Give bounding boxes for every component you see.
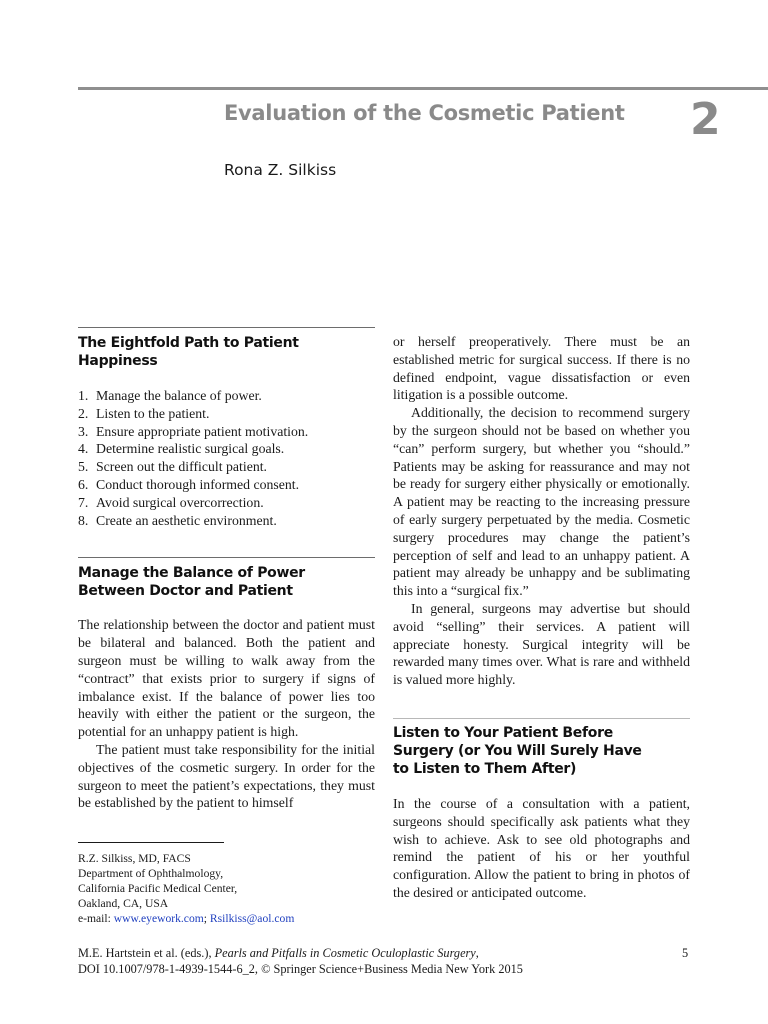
section-rule <box>78 327 375 328</box>
eightfold-path-list <box>78 387 375 529</box>
list-item: 3. Ensure appropriate patient motivation. <box>78 423 309 439</box>
list-item: 1. Manage the balance of power. <box>78 388 262 403</box>
paragraph: The patient must take responsibility for the initial objectives of the cosmetic surgery. In order for the surgeon to meet the patient’s expectations, they must be established by the patient to himself <box>78 741 375 811</box>
list-item: 8. Create an aesthetic environment. <box>78 512 277 528</box>
doi-line: DOI 10.1007/978-1-4939-1544-6_2, © Springer Science+Business Media New York 2015 <box>78 961 523 976</box>
paragraph: In the course of a consultation with a patient, surgeons should specifically ask patients what they wish to achieve. Ask to see old photographs and remind the patient of his or her youthful configuration. Allow the patient to bring in photos of the desired or anticipated outcome. <box>393 795 690 900</box>
section-heading-eightfold-path: The Eightfold Path to Patient Happiness <box>78 335 299 369</box>
list-item: 4. Determine realistic surgical goals. <box>78 441 285 457</box>
list-item: 6. Conduct thorough informed consent. <box>78 476 300 492</box>
paragraph: Additionally, the decision to recommend surgery by the surgeon should not be based on whether you “can” perform surgery, but whether you “should.” Patients may be asking for reassurance and may not be ready for surgery either physically or emotionally. A patient may be reacting to the increasing pressure of early surgery perpetuated by the media. Cosmetic surgery procedures may change the patient’s perception of self and lead to an unhappy patient. A patient may already be unhappy and be sublimating this into a “surgical fix.” <box>393 405 690 599</box>
author-name: Rona Z. Silkiss <box>224 161 337 179</box>
section-rule <box>393 718 690 719</box>
citation: M.E. Hartstein et al. (eds.), Pearls and Pitfalls in Cosmetic Oculoplastic Surgery, DOI 10.1007/978-1-4939-1544-6_2, © Springer Science+Business Media New York 2015 <box>78 946 698 977</box>
book-title: Pearls and Pitfalls in Cosmetic Oculoplastic Surgery <box>214 946 476 960</box>
chapter-title: Evaluation of the Cosmetic Patient <box>224 101 625 125</box>
paragraph: The relationship between the doctor and patient must be bilateral and balanced. Both the patient and surgeon must be willing to walk away from the “contract” that exists prior to surgery if signs of imbalance exist. If the balance of power lies too heavily with either the patient or the surgeon, the potential for an unhappy patient is high. <box>78 617 375 740</box>
section-rule <box>78 557 375 558</box>
paragraph: or herself preoperatively. There must be an established metric for surgical success. If there is no defined endpoint, vague dissatisfaction or even litigation is a possible outcome. <box>393 334 690 403</box>
section-heading-balance-of-power: Manage the Balance of Power Between Doctor and Patient <box>78 565 305 600</box>
left-column <box>78 327 375 812</box>
paragraph: In general, surgeons may advertise but should avoid “selling” their services. A patient will appreciate honesty. Surgical integrity will be rewarded many times over. What is rare and withheld is valued more highly. <box>393 600 690 688</box>
email-link[interactable]: Rsilkiss@aol.com <box>209 912 295 925</box>
right-column <box>393 333 690 902</box>
list-item: 5. Screen out the difficult patient. <box>78 459 268 475</box>
author-affiliation-footnote: R.Z. Silkiss, MD, FACS Department of Ophthalmology, California Pacific Medical Center, Oakland, CA, USA e-mail: www.eyework.com; Rsilkiss@aol.com <box>78 852 295 925</box>
chapter-number: 2 <box>690 94 721 145</box>
footnote-rule <box>78 842 224 843</box>
top-rule <box>78 87 768 90</box>
list-item: 7. Avoid surgical overcorrection. <box>78 494 264 510</box>
list-item: 2. Listen to the patient. <box>78 405 210 421</box>
section-heading-listen-to-patient: Listen to Your Patient Before Surgery (or You Will Surely Have to Listen to Them After) <box>393 724 642 777</box>
website-link[interactable]: www.eyework.com <box>113 912 204 925</box>
page-number: 5 <box>682 946 689 960</box>
